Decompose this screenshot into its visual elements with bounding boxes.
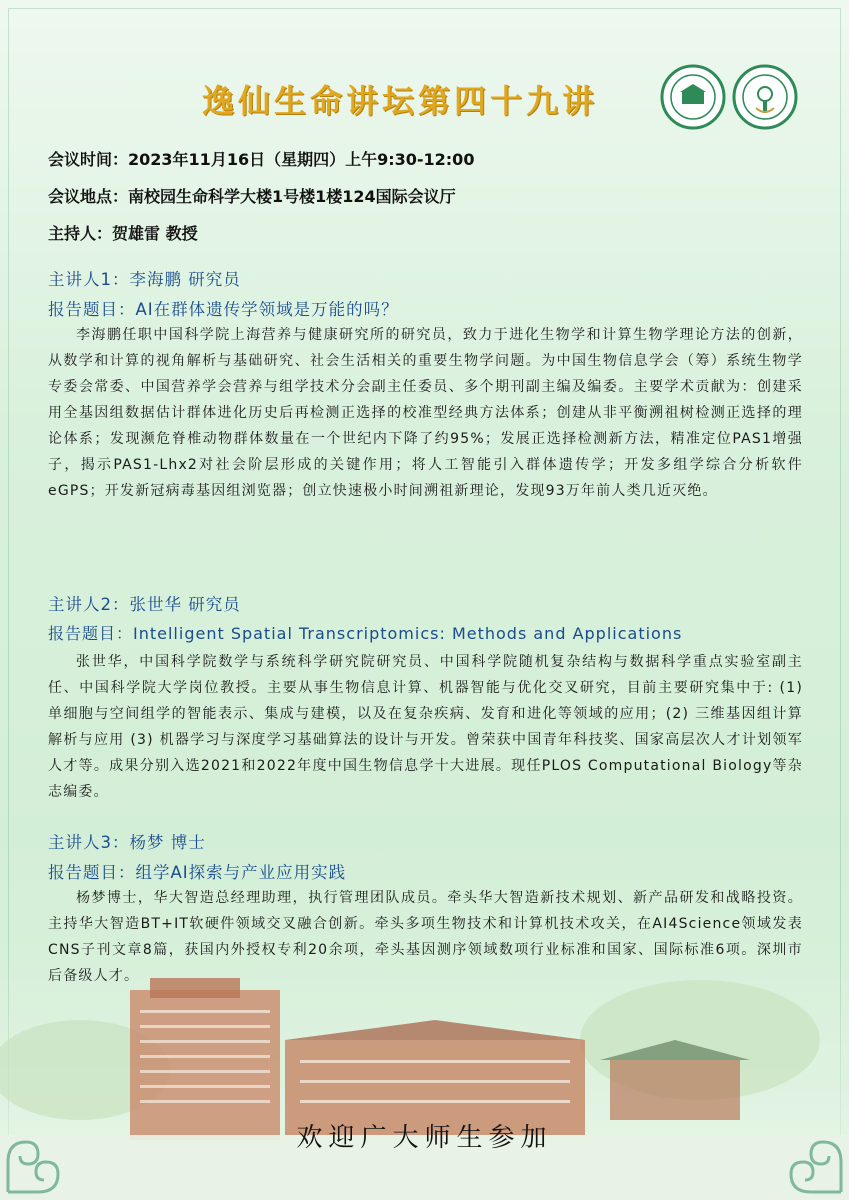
- society-emblem-icon: [732, 64, 798, 130]
- speaker-2-report-title: 报告题目：Intelligent Spatial Transcriptomics: Methods and Applications: [48, 624, 683, 643]
- speaker-1-bio: 李海鹏任职中国科学院上海营养与健康研究所的研究员，致力于进化生物学和计算生物学理论方法的创新，从数学和计算的视角解析与基础研究、社会生活相关的重要生物学问题。为中国生物信息学会（筹）系统生物学专委会常委、中国营养学会营养与组学技术分会副主任委员、多个期刊副主编及编委。主要学术贡献为：创建采用全基因组数据估计群体进化历史后再检测正选择的校准型经典方法体系；创建从非平衡溯祖树检测正选择的理论体系；发现濒危脊椎动物群体数量在一个世纪内下降了约95%；发展正选择检测新方法，精准定位PAS1增强子，揭示PAS1-Lhx2对社会阶层形成的关键作用；将人工智能引入群体遗传学；开发多组学综合分析软件eGPS；开发新冠病毒基因组浏览器；创立快速极小时间溯祖新理论，发现93万年前人类几近灭绝。: [48, 327, 803, 499]
- university-seal-icon: [660, 64, 726, 130]
- speaker-1-heading: 主讲人1：李海鹏 研究员: [48, 270, 241, 289]
- meeting-time-label: 会议时间：: [48, 150, 129, 169]
- meeting-host: [48, 221, 198, 244]
- logo-group: [660, 64, 800, 136]
- campus-illustration: [0, 960, 849, 1200]
- speaker-3-heading: 主讲人3：杨梦 博士: [48, 833, 206, 852]
- meeting-place: [48, 184, 456, 207]
- meeting-host-label: 主持人：: [48, 224, 113, 243]
- meeting-place-label: 会议地点：: [48, 187, 129, 206]
- meeting-time-value: 2023年11月16日（星期四）上午9:30-12:00: [128, 150, 475, 169]
- poster-title: 逸仙生命讲坛第四十九讲: [201, 82, 598, 120]
- meeting-time: [48, 147, 474, 170]
- speaker-2-bio: 张世华，中国科学院数学与系统科学研究院研究员、中国科学院随机复杂结构与数据科学重点实验室副主任、中国科学院大学岗位教授。主要从事生物信息计算、机器智能与优化交叉研究，目前主要研究集中于: (1) 单细胞与空间组学的智能表示、集成与建模，以及在复杂疾病、发育和进化等领域的应用；(2) 三维基因组计算解析与应用 (3) 机器学习与深度学习基础算法的设计与开发。曾荣获中国青年科技奖、国家高层次人才计划领军人才等。成果分别入选2021和2022年度中国生物信息学十大进展。现任PLOS Computational Biology等杂志编委。: [48, 654, 803, 800]
- speaker-3-bio: 杨梦博士，华大智造总经理助理，执行管理团队成员。牵头华大智造新技术规划、新产品研发和战略投资。主持华大智造BT+IT软硬件领域交叉融合创新。牵头多项生物技术和计算机技术攻关，在AI4Science领域发表CNS子刊文章8篇，获国内外授权专利20余项，牵头基因测序领域数项行业标准和国家、国际标准6项。深圳市后备级人才。: [48, 890, 803, 984]
- meeting-place-value: 南校园生命科学大楼1号楼1楼124国际会议厅: [128, 187, 456, 206]
- speaker-3-report-title: 报告题目：组学AI探索与产业应用实践: [48, 863, 347, 882]
- welcome-message: 欢迎广大师生参加: [296, 1123, 553, 1153]
- speaker-1-report-title: 报告题目：AI在群体遗传学领域是万能的吗？: [48, 300, 399, 319]
- speaker-2-heading: 主讲人2：张世华 研究员: [48, 595, 241, 614]
- meeting-host-value: 贺雄雷 教授: [112, 224, 198, 243]
